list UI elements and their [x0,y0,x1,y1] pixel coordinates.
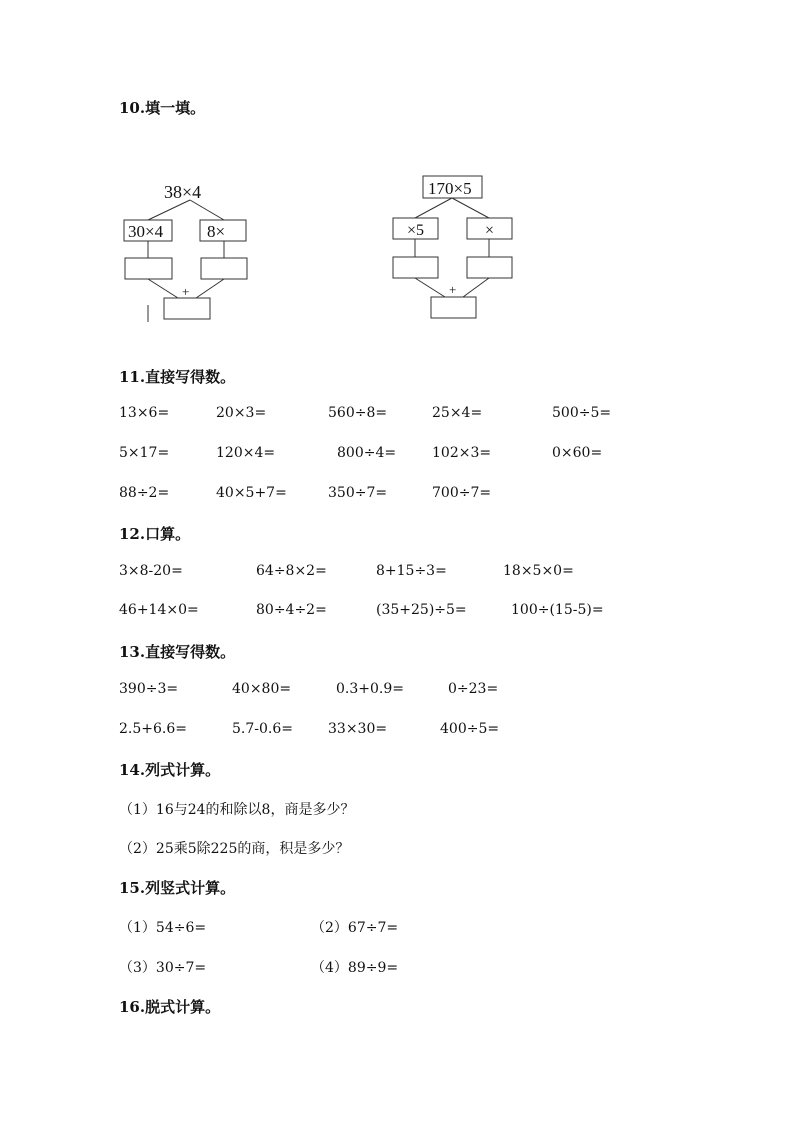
q12-item: (35+25)÷5= [376,602,467,618]
right-sum-box[interactable] [431,297,476,318]
q13-item: 33×30= [328,721,388,737]
left-sum-box[interactable] [164,298,210,319]
left-answer-box-2[interactable] [201,258,247,279]
q12-item: 64÷8×2= [256,563,327,579]
q15-title: 15.列竖式计算。 [119,879,236,897]
q14-item-1: （1）16与24的和除以8，商是多少？ [119,802,355,818]
q10-diagrams [0,0,794,340]
left-box-30x4-label: 30×4 [128,222,164,241]
right-answer-box-2[interactable] [467,257,512,278]
q13-item: 5.7-0.6= [232,721,293,737]
q11-item: 120×4= [216,445,276,461]
q11-item: 500÷5= [552,405,612,421]
q11-item: 700÷7= [432,485,492,501]
q15-item-2: （2）67÷7= [311,920,399,936]
q11-item: 88÷2= [119,485,170,501]
right-box-x-label: × [485,222,495,239]
q16-title: 16.脱式计算。 [119,998,221,1016]
left-answer-box-1[interactable] [125,258,172,279]
q11-item: 20×3= [216,405,267,421]
q13-title: 13.直接写得数。 [119,643,236,661]
q11-item: 800÷4= [337,445,397,461]
q15-item-1: （1）54÷6= [119,920,207,936]
q11-item: 25×4= [432,405,483,421]
q13-item: 0.3+0.9= [336,681,404,697]
q13-item: 390÷3= [119,681,179,697]
q15-item-4: （4）89÷9= [311,960,399,976]
left-box-8x-label: 8× [207,222,226,241]
q10-title: 10.填一填。 [119,99,206,117]
q13-item: 2.5+6.6= [119,721,187,737]
q11-item: 13×6= [119,405,170,421]
q11-item: 0×60= [552,445,603,461]
q12-item: 100÷(15-5)= [511,602,604,618]
q12-item: 8+15÷3= [376,563,447,579]
right-top-expression: 170×5 [428,179,472,198]
left-decomposition-tree [124,200,247,322]
left-plus-sign: + [182,284,190,299]
q12-item: 18×5×0= [503,563,574,579]
right-box-x5-label: ×5 [407,222,425,239]
q14-item-2: （2）25乘5除225的商，积是多少？ [119,841,350,857]
right-answer-box-1[interactable] [393,257,438,278]
q11-item: 5×17= [119,445,170,461]
q11-title: 11.直接写得数。 [119,368,236,386]
q12-item: 46+14×0= [119,602,199,618]
q13-item: 40×80= [232,681,292,697]
right-plus-sign: + [449,282,457,297]
q12-item: 80÷4÷2= [256,602,327,618]
q11-item: 350÷7= [328,485,388,501]
q12-item: 3×8-20= [119,563,183,579]
q11-item: 560÷8= [328,405,388,421]
q13-item: 0÷23= [448,681,499,697]
q12-title: 12.口算。 [119,525,191,543]
q15-item-3: （3）30÷7= [119,960,207,976]
left-top-expression: 38×4 [164,182,202,202]
q11-item: 40×5+7= [216,485,287,501]
q13-item: 400÷5= [440,721,500,737]
q11-item: 102×3= [432,445,492,461]
q14-title: 14.列式计算。 [119,761,221,779]
